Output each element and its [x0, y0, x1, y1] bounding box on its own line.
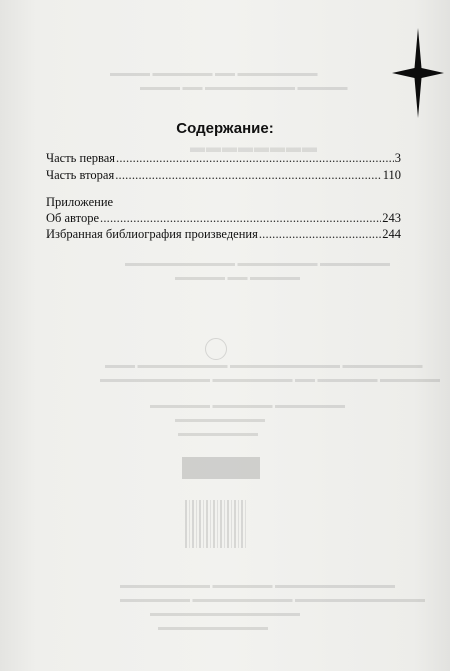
toc-leader-dots [259, 227, 381, 242]
show-through-text: ▬▬▬▬▬▬▬▬▬▬▬ [158, 622, 268, 633]
toc-entry-label: Часть вторая [46, 168, 115, 182]
show-through-text: ▬▬▬▬▬▬▬▬ [190, 140, 318, 156]
four-point-star-icon [392, 28, 444, 118]
toc-entry-page: 244 [382, 227, 401, 241]
show-through-text: ▬▬▬▬▬▬ ▬▬▬▬▬▬ ▬▬▬▬▬▬▬ [150, 400, 345, 411]
show-through-barcode [185, 500, 247, 548]
toc-leader-dots [116, 151, 394, 166]
toc-entry-page: 3 [394, 151, 401, 165]
show-through-text: ▬▬▬ ▬▬▬▬▬▬▬▬▬ ▬▬▬▬▬▬▬▬▬▬▬ ▬▬▬▬▬▬▬▬ [105, 360, 423, 371]
show-through-text: ▬▬▬▬▬ ▬▬ ▬▬▬▬▬ [175, 272, 300, 283]
show-through-text: ▬▬▬▬▬▬▬▬▬ ▬▬▬▬▬▬ ▬▬▬▬▬▬▬▬▬▬▬▬ [120, 580, 395, 591]
toc-entry [46, 227, 401, 242]
toc-entry [46, 168, 401, 183]
toc-entry-label: Избранная библиография произведения [46, 227, 258, 241]
toc-entry [46, 151, 401, 166]
show-through-text: ▬▬▬▬ ▬▬▬▬▬▬ ▬▬ ▬▬▬▬▬▬▬▬ [110, 68, 318, 79]
show-through-text: ▬▬▬▬▬▬▬▬▬▬▬ ▬▬▬▬▬▬▬▬ ▬▬ ▬▬▬▬▬▬ ▬▬▬▬▬▬ [100, 374, 440, 385]
toc-leader-dots [100, 211, 381, 226]
toc-leader-dots [115, 168, 382, 183]
show-through-text: ▬▬▬▬▬▬▬▬▬ [175, 414, 265, 425]
toc-entry-page: 110 [382, 168, 401, 182]
show-through-text: ▬▬▬▬▬▬▬▬ [178, 428, 258, 439]
show-through-text: ▬▬▬▬▬▬▬▬▬▬▬▬▬▬▬ [150, 608, 300, 619]
toc-entry [46, 211, 401, 226]
show-through-text: ▬▬▬▬▬▬▬ ▬▬▬▬▬▬▬▬▬▬ ▬▬▬▬▬▬▬▬▬▬▬▬▬ [120, 594, 425, 605]
toc-entry-label: Часть первая [46, 151, 116, 165]
appendix-heading: Приложение [46, 195, 114, 209]
show-through-text: ▬▬▬▬▬▬▬▬▬▬▬ ▬▬▬▬▬▬▬▬ ▬▬▬▬▬▬▬ [125, 258, 390, 269]
toc-entry-label: Об авторе [46, 211, 99, 225]
show-through-text: ▬▬▬▬ ▬▬ ▬▬▬▬▬▬▬▬▬ ▬▬▬▬▬ [140, 82, 348, 93]
show-through-mark [205, 338, 227, 360]
toc-title: Содержание: [176, 120, 274, 137]
toc-entry-page: 243 [382, 211, 401, 225]
show-through-logo [182, 457, 260, 479]
